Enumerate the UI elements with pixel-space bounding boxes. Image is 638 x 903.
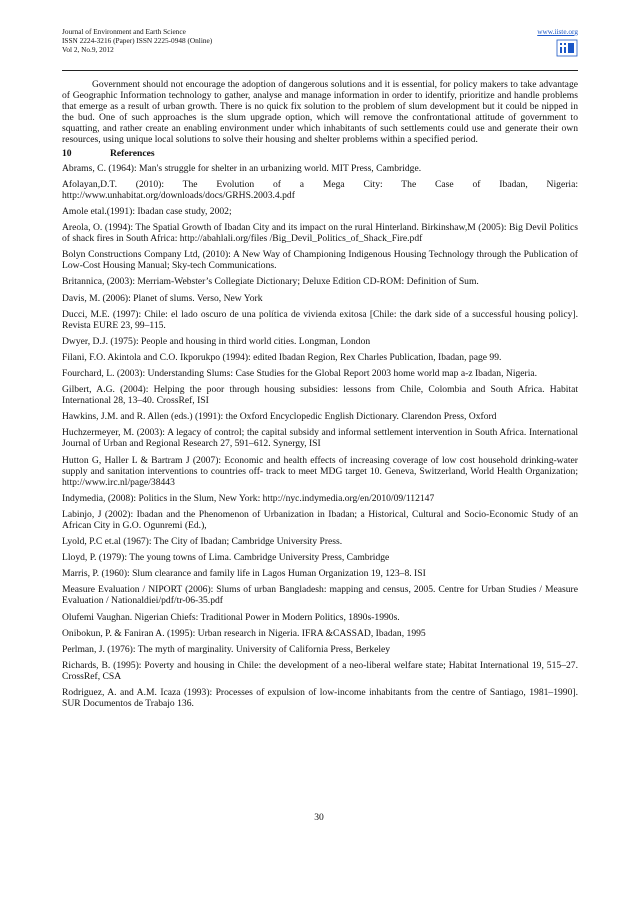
- volume-line: Vol 2, No.9, 2012: [62, 45, 114, 54]
- reference-entry: Filani, F.O. Akintola and C.O. Ikporukpo (1994): edited Ibadan Region, Rex Charles Publication, Ibadan, page 99.: [62, 351, 502, 363]
- reference-entry: Labinjo, J (2002): Ibadan and the Phenomenon of Urbanization in Ibadan; a Historical, Cultural and Socio-Economic Study of an African City in G.O. Ogunremi (Ed.),: [62, 508, 578, 531]
- page-number: 30: [314, 812, 324, 823]
- reference-entry: Areola, O. (1994): The Spatial Growth of Ibadan City and its impact on the rural Hinterland. Birkinshaw,M (2005): Big Devil Politics of shack fires in South Africa: http://abahlali.org/files /Big_Devil_Politics_of_Shack_Fire.pdf: [62, 222, 578, 245]
- journal-url-link[interactable]: www.iiste.org: [537, 27, 578, 36]
- reference-entry: Lyold, P.C et.al (1967): The City of Ibadan; Cambridge University Press.: [62, 536, 343, 548]
- reference-entry: Lloyd, P. (1979): The young towns of Lima. Cambridge University Press, Cambridge: [62, 552, 390, 564]
- reference-entry: Perlman, J. (1976): The myth of marginality. University of California Press, Berkeley: [62, 643, 391, 655]
- reference-entry: Onibokun, P. & Faniran A. (1995): Urban research in Nigeria. IFRA &CASSAD, Ibadan, 1995: [62, 627, 426, 639]
- reference-entry: Britannica, (2003): Merriam-Webster’s Collegiate Dictionary; Deluxe Edition CD-ROM: Definition of Sum.: [62, 276, 479, 288]
- section-heading: [62, 148, 578, 159]
- reference-entry: Dwyer, D.J. (1975): People and housing in third world cities. Longman, London: [62, 335, 371, 347]
- reference-entry: Rodriguez, A. and A.M. Icaza (1993): Processes of expulsion of low-income inhabitants from the centre of Santiago, 1981–1990]. SUR Documentos de Trabajo 136.: [62, 687, 578, 710]
- reference-entry: Hutton G, Haller L & Bartram J (2007): Economic and health effects of increasing coverage of low cost household drinking-water supply and sanitation interventions to countries off- track to meet MDG target 10. Geneva, Switzerland, World Health Organization; http://www.irc.nl/page/38443: [62, 454, 578, 488]
- reference-entry: Gilbert, A.G. (2004): Helping the poor through housing subsidies: lessons from Chile, Colombia and South Africa. Habitat International 28, 13–40. CrossRef, ISI: [62, 384, 578, 407]
- reference-entry: Marris, P. (1960): Slum clearance and family life in Lagos Human Organization 19, 123–8. ISI: [62, 568, 426, 580]
- journal-name: Journal of Environment and Earth Science: [62, 27, 186, 36]
- reference-entry: Afolayan,D.T. (2010): The Evolution of a Mega City: The Case of Ibadan, Nigeria: http://www.unhabitat.org/downloads/docs/GRHS.2003.4.pdf: [62, 178, 578, 201]
- section-title: References: [110, 147, 155, 159]
- reference-entry: Olufemi Vaughan. Nigerian Chiefs: Traditional Power in Modern Politics, 1890s-1990s.: [62, 611, 400, 623]
- section-number: 10: [62, 147, 72, 159]
- header-divider: [62, 70, 578, 71]
- body-paragraph: Government should not encourage the adoption of dangerous solutions and it is essential, for policy makers to take advantage of Geographic Information technology to gather, analyse and manage information in order to identify, prioritize and handle problems that emerge as a result of urban growth. There is no quick fix solution to the problem of slum development but it could be nipped in the bud. One of such approaches is the slum upgrade option, which will remove the confrontational attitude of government to squatting, and rather create an enabling environment under which inhabitants of such settlements could use and generate their own resources, using unique local solutions to solve their housing and shelter problems within a specified period.: [62, 79, 578, 146]
- reference-entry: Bolyn Constructions Company Ltd, (2010): A New Way of Championing Indigenous Housing Technology through the Publication of Low-Cost Housing Manual; Sky-tech Communications.: [62, 249, 578, 272]
- issn-line: ISSN 2224-3216 (Paper) ISSN 2225-0948 (Online): [62, 36, 213, 45]
- reference-entry: Abrams, C. (1964): Man's struggle for shelter in an urbanizing world. MIT Press, Cambridge.: [62, 162, 422, 174]
- reference-entry: Davis, M. (2006): Planet of slums. Verso, New York: [62, 292, 263, 304]
- reference-entry: Fourchard, L. (2003): Understanding Slums: Case Studies for the Global Report 2003 home world map a-z Ibadan, Nigeria.: [62, 367, 538, 379]
- reference-entry: Hawkins, J.M. and R. Allen (eds.) (1991): the Oxford Encyclopedic English Dictionary. Clarendon Press, Oxford: [62, 411, 497, 423]
- reference-entry: Indymedia, (2008): Politics in the Slum, New York: http://nyc.indymedia.org/en/2010/09/112147: [62, 492, 435, 504]
- running-header: [62, 27, 578, 54]
- reference-list: [62, 163, 578, 710]
- reference-entry: Richards, B. (1995): Poverty and housing in Chile: the development of a neo-liberal welfare state; Habitat International 19, 515–27. CrossRef, CSA: [62, 659, 578, 682]
- reference-entry: Measure Evaluation / NIPORT (2006): Slums of urban Bangladesh: mapping and census, 2005. Centre for Urban Studies / Measure Evaluation / Nationaldiei/pdf/tr-06-35.pdf: [62, 584, 578, 607]
- iiste-logo-icon: [556, 39, 578, 57]
- main-content: [62, 79, 578, 714]
- reference-entry: Huchzermeyer, M. (2003): A legacy of control; the capital subsidy and informal settlement intervention in South Africa. International Journal of Urban and Regional Research 27, 591–612. Synergy, ISI: [62, 427, 578, 450]
- reference-entry: Ducci, M.E. (1997): Chile: el lado oscuro de una política de vivienda exitosa [Chile: the dark side of a successful housing policy]. Revista EURE 23, 99–115.: [62, 308, 578, 331]
- reference-entry: Amole etal.(1991): Ibadan case study, 2002;: [62, 205, 232, 217]
